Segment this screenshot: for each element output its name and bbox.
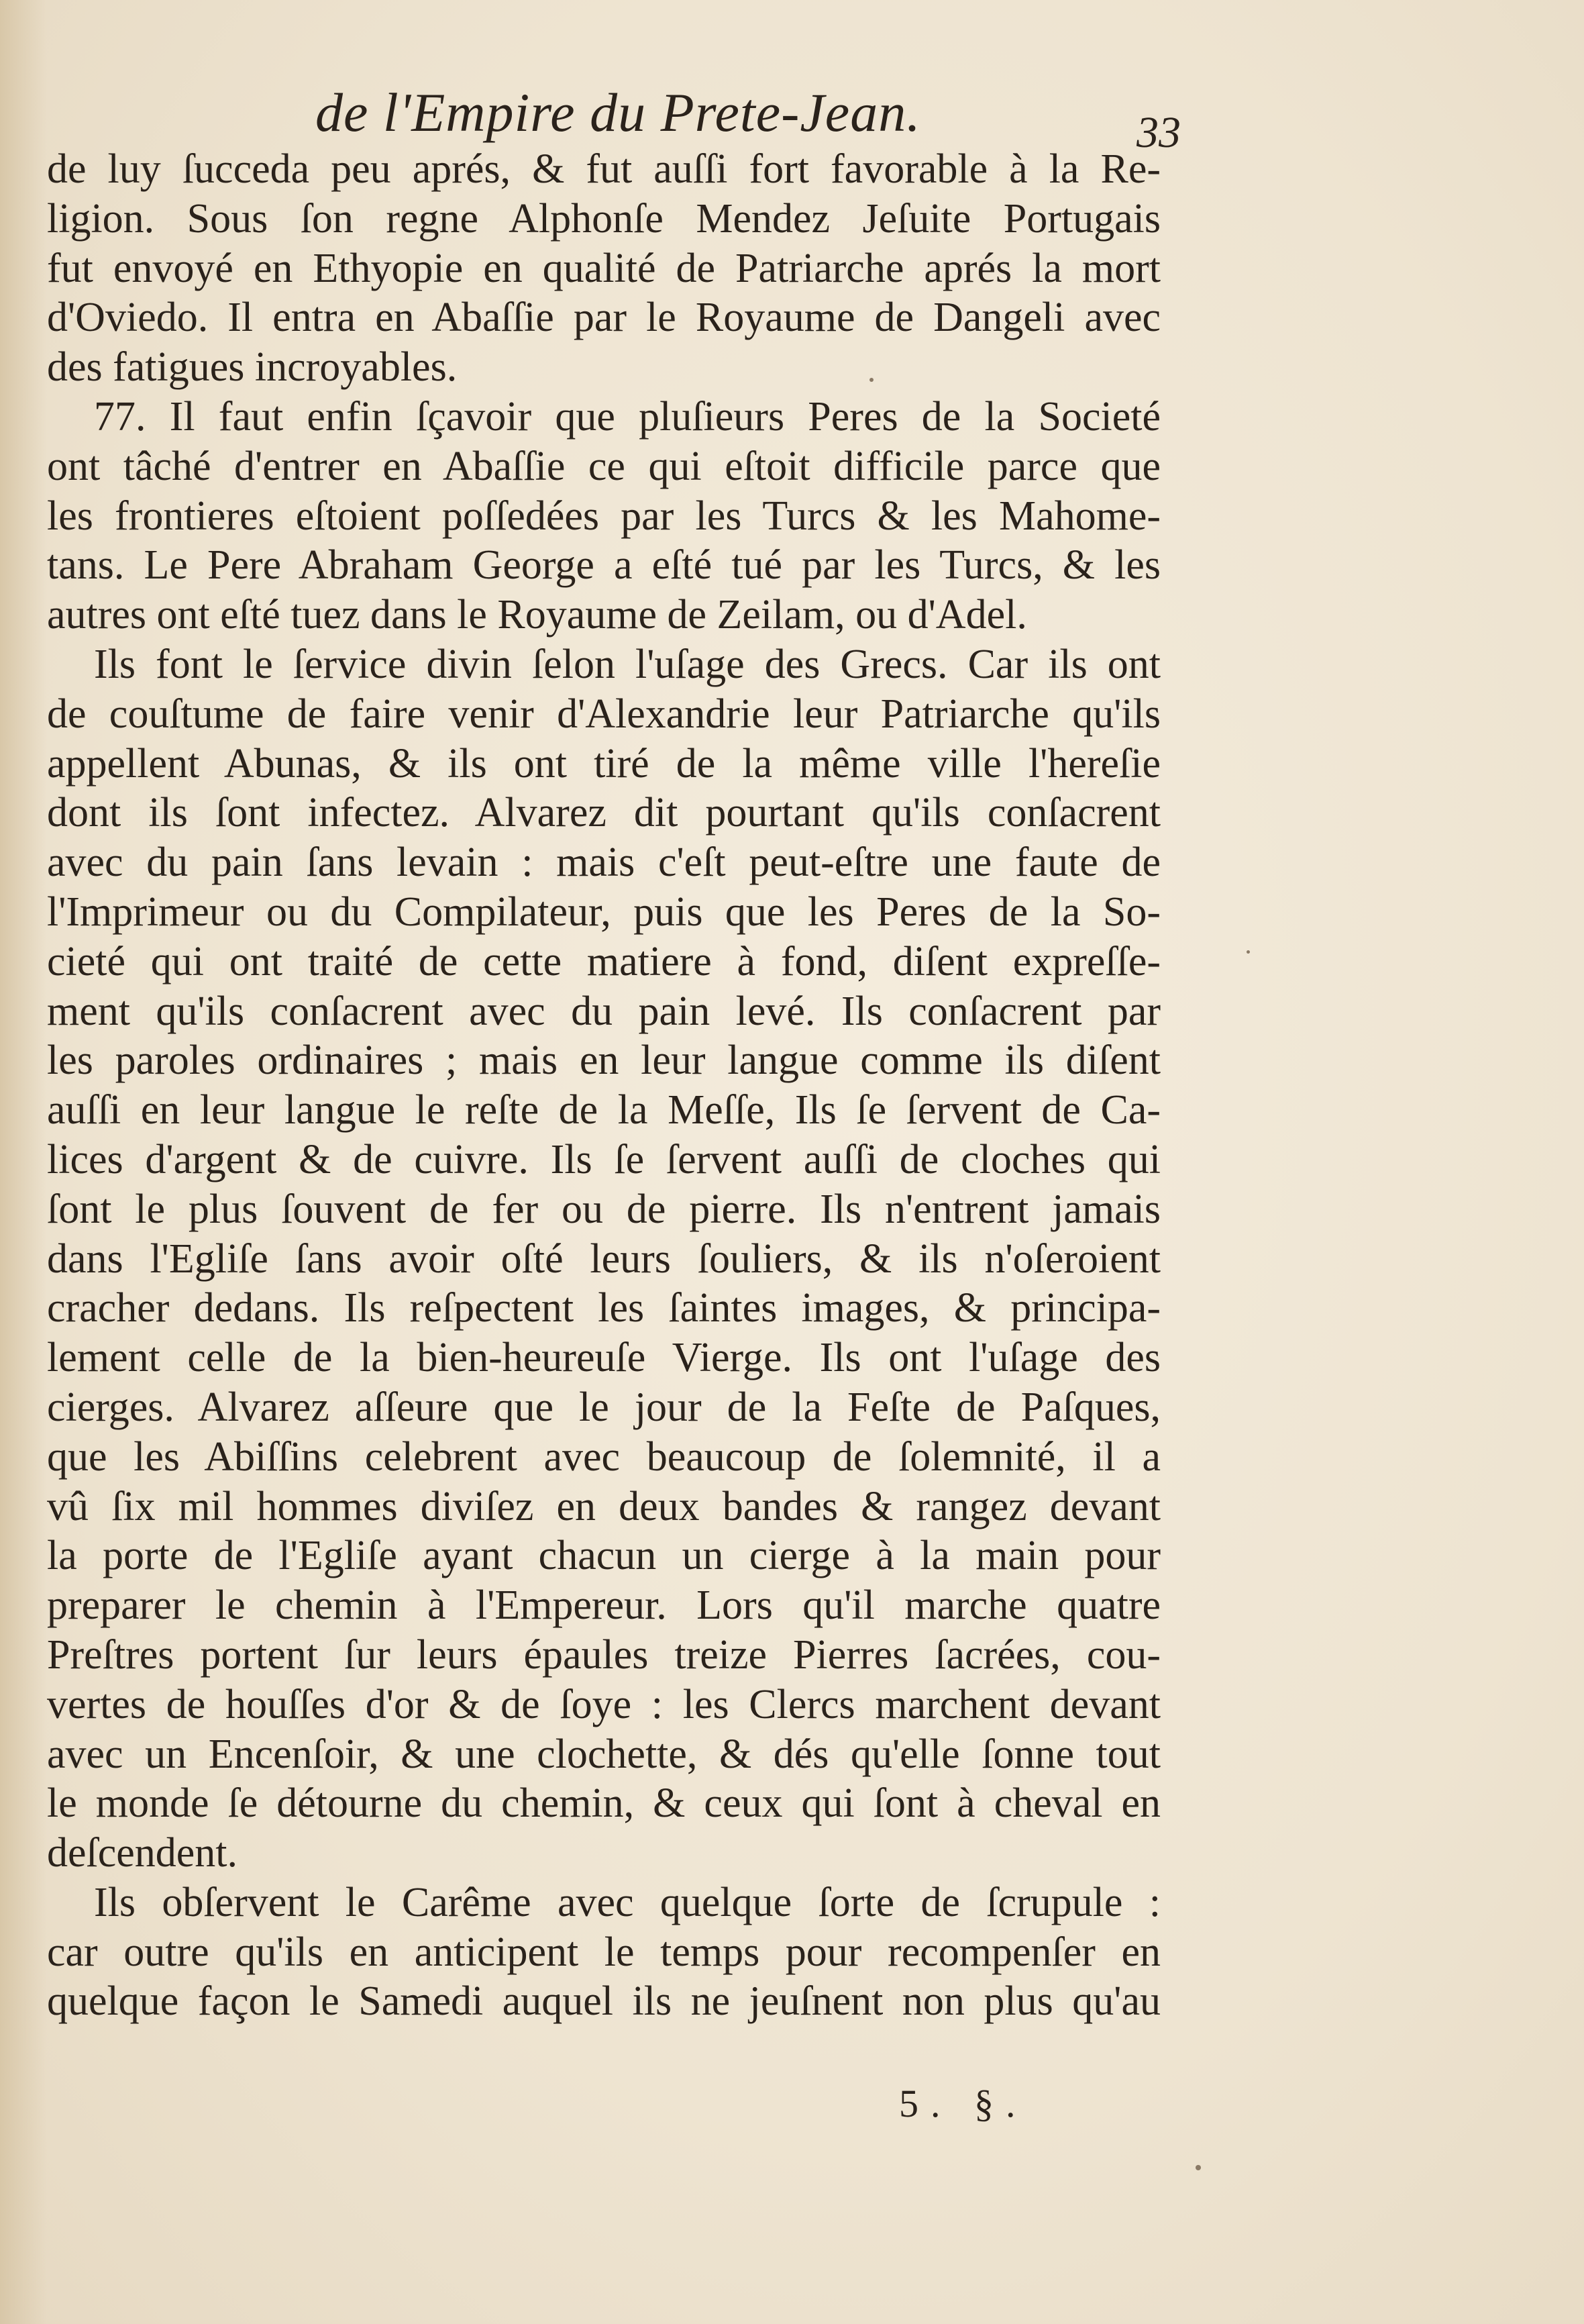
text-line: cieté qui ont traité de cette matiere à fond, diſent expreſſe- (47, 938, 1161, 984)
text-line: fut envoyé en Ethyopie en qualité de Patriarche aprés la mort (47, 245, 1161, 291)
text-line: cierges. Alvarez aſſeure que le jour de la Feſte de Paſques, (47, 1384, 1161, 1430)
text-line: avec du pain ſans levain : mais c'eſt peut-eſtre une faute de (47, 840, 1161, 886)
text-line: quelque façon le Samedi auquel ils ne jeuſnent non plus qu'au (47, 1978, 1161, 2025)
text-line: dont ils ſont infectez. Alvarez dit pourtant qu'ils conſacrent (47, 790, 1161, 836)
text-line: tans. Le Pere Abraham George a eſté tué par les Turcs, & les (47, 542, 1161, 589)
paragraph-start: Ils obſervent le Carême avec quelque ſorte de ſcrupule : (94, 1879, 1161, 1925)
binding-gutter-shadow (0, 0, 47, 2324)
text-line: Preſtres portent ſur leurs épaules treize Pierres ſacrées, cou- (47, 1631, 1161, 1678)
text-line: les paroles ordinaires ; mais en leur langue comme ils diſent (47, 1038, 1161, 1084)
text-line: lices d'argent & de cuivre. Ils ſe ſervent auſſi de cloches qui (47, 1136, 1161, 1182)
paper-speck (1196, 2165, 1201, 2170)
text-line: que les Abiſſins celebrent avec beaucoup de ſolemnité, il a (47, 1433, 1161, 1480)
text-line: d'Oviedo. Il entra en Abaſſie par le Royaume de Dangeli avec (47, 295, 1161, 341)
catchword: 5. §. (899, 2082, 1028, 2125)
paragraph-77-start: 77. Il faut enfin ſçavoir que pluſieurs Peres de la Societé (94, 393, 1161, 440)
text-line: avec un Encenſoir, & une clochette, & dés qu'elle ſonne tout (47, 1731, 1161, 1777)
text-line: vertes de houſſes d'or & de ſoye : les Clercs marchent devant (47, 1681, 1161, 1727)
paper-speck (869, 378, 874, 382)
text-line: ment qu'ils conſacrent avec du pain levé. Ils conſacrent par (47, 988, 1161, 1034)
text-line: lement celle de la bien-heureuſe Vierge. Ils ont l'uſage des (47, 1335, 1161, 1381)
text-line: les frontieres eſtoient poſſedées par les Turcs & les Mahome- (47, 493, 1161, 539)
text-line: dans l'Egliſe ſans avoir oſté leurs ſouliers, & ils n'oſeroient (47, 1235, 1161, 1282)
text-line: des fatigues incroyables. (47, 344, 458, 391)
paragraph-start: Ils font le ſervice divin ſelon l'uſage des Grecs. Car ils ont (94, 641, 1161, 687)
text-line: de couſtume de faire venir d'Alexandrie leur Patriarche qu'ils (47, 691, 1161, 737)
text-line: le monde ſe détourne du chemin, & ceux qui ſont à cheval en (47, 1780, 1161, 1827)
text-line: car outre qu'ils en anticipent le temps pour recompenſer en (47, 1929, 1161, 1975)
text-line: vû ſix mil hommes diviſez en deux bandes & rangez devant (47, 1483, 1161, 1529)
text-line: deſcendent. (47, 1830, 238, 1876)
text-line: ont tâché d'entrer en Abaſſie ce qui eſtoit difficile parce que (47, 443, 1161, 489)
text-line: cracher dedans. Ils reſpectent les ſaintes images, & principa- (47, 1285, 1161, 1331)
body-text (47, 145, 1161, 2027)
text-line: la porte de l'Egliſe ayant chacun un cierge à la main pour (47, 1533, 1161, 1579)
text-line: ligion. Sous ſon regne Alphonſe Mendez Jeſuite Portugais (47, 195, 1161, 242)
text-line: auſſi en leur langue le reſte de la Meſſe, Ils ſe ſervent de Ca- (47, 1087, 1161, 1133)
text-line: autres ont eſté tuez dans le Royaume de Zeilam, ou d'Adel. (47, 592, 1027, 638)
paper-speck (1247, 950, 1250, 954)
page-number: 33 (1137, 108, 1181, 157)
text-line: preparer le chemin à l'Empereur. Lors qu'il marche quatre (47, 1582, 1161, 1629)
text-line: l'Imprimeur ou du Compilateur, puis que les Peres de la So- (47, 889, 1161, 935)
text-line: ſont le plus ſouvent de fer ou de pierre. Ils n'entrent jamais (47, 1186, 1161, 1232)
running-head: de l'Empire du Prete-Jean. (315, 82, 921, 143)
text-line: de luy ſucceda peu aprés, & fut auſſi fort favorable à la Re- (47, 146, 1161, 192)
text-line: appellent Abunas, & ils ont tiré de la même ville l'hereſie (47, 740, 1161, 787)
